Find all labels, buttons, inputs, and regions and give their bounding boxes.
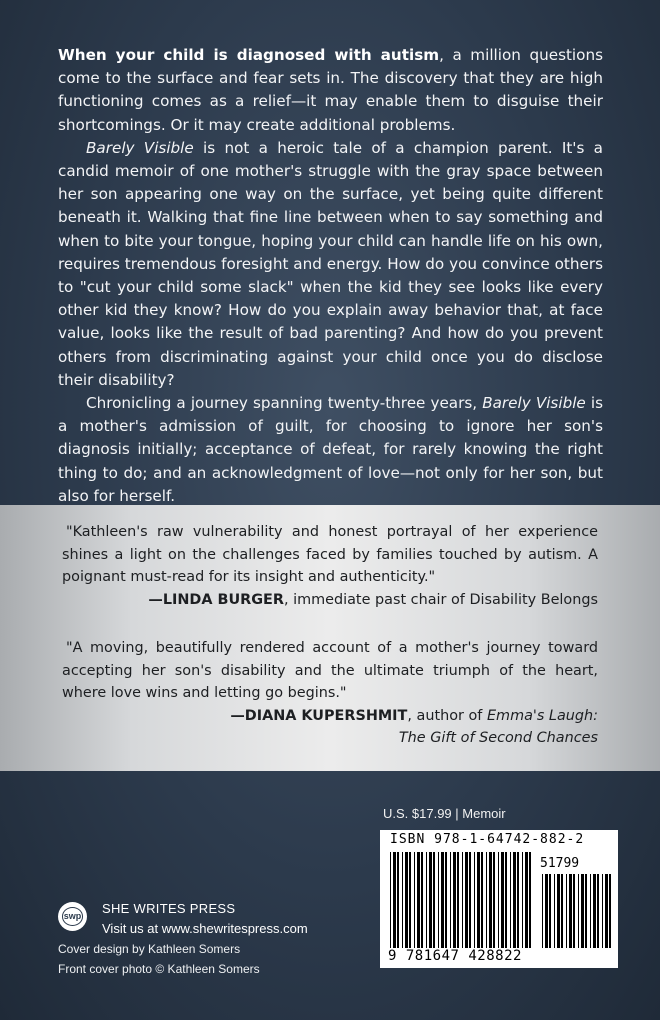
barcode-bar <box>481 852 483 948</box>
barcode-bar <box>393 852 396 948</box>
book-title-italic: Barely Visible <box>86 138 194 157</box>
endorser-book-title: Emma's Laugh: <box>486 707 598 724</box>
barcode-bar <box>402 852 403 948</box>
book-title-italic: Barely Visible <box>482 394 586 413</box>
blurb-lead-bold: When your child is diagnosed with autism <box>58 46 440 64</box>
barcode-bar <box>517 852 519 948</box>
barcode-bar <box>525 852 528 948</box>
barcode-bar <box>569 874 572 948</box>
blurb-paragraph-3 <box>58 392 603 508</box>
blurb-paragraph-1 <box>58 44 603 137</box>
barcode-bar <box>545 874 548 948</box>
endorsements-band <box>0 505 660 771</box>
barcode-bar <box>593 874 596 948</box>
endorsement-2 <box>62 637 598 750</box>
barcode-bar <box>489 852 492 948</box>
barcode-bar <box>573 874 575 948</box>
cover-design-credit: Cover design by Kathleen Somers <box>58 942 241 956</box>
publisher-name: SHE WRITES PRESS <box>102 901 236 916</box>
blurb-p3-start: Chronicling a journey spanning twenty-three years, <box>86 394 483 413</box>
barcode-bar <box>602 874 603 948</box>
barcode-bar <box>450 852 451 948</box>
barcode-bar <box>585 874 587 948</box>
barcode-bar <box>505 852 507 948</box>
barcode-bar <box>578 874 579 948</box>
barcode-bar <box>522 852 523 948</box>
barcode-bar <box>453 852 456 948</box>
barcode-bar <box>557 874 560 948</box>
barcode-bar <box>542 874 543 948</box>
isbn-barcode <box>380 830 618 968</box>
barcode-bar <box>590 874 591 948</box>
barcode-bar <box>397 852 399 948</box>
barcode-bar <box>429 852 432 948</box>
barcode-bar <box>457 852 459 948</box>
endorsement-text: "Kathleen's raw vulnerability and honest portrayal of her experience shines a light on the challenges faced by families touched by autism. A poignant must-read for its insight and authenticity." <box>62 524 598 585</box>
barcode-bar <box>498 852 499 948</box>
endorser-name: —LINDA BURGER <box>148 591 284 608</box>
blurb-p1-text: , a million questions come to the surface and fear sets in. The discovery that they are high functioning comes as a relief—it may enable them to disguise their shortcomings. Or it may create additional problems. <box>58 46 603 134</box>
barcode-bar <box>513 852 516 948</box>
endorser-role: , immediate past chair of Disability Belongs <box>283 591 598 608</box>
barcode-bar <box>597 874 599 948</box>
barcode-bar <box>561 874 563 948</box>
endorsement-1 <box>62 521 598 611</box>
blurb-p3-text: is a mother's admission of guilt, for choosing to ignore her son's diagnosis initially; acceptance of defeat, for rarely knowing the right thing to do; and an acknowledgment of love—not only for her son, but also for herself. <box>58 394 604 505</box>
barcode-bar <box>465 852 468 948</box>
barcode-bar <box>474 852 475 948</box>
publisher-logo-icon <box>58 902 87 931</box>
endorsement-attribution <box>62 589 598 612</box>
barcode-bar <box>566 874 567 948</box>
barcode-digits: 9 781647 428822 <box>388 948 522 964</box>
barcode-bar <box>501 852 504 948</box>
cover-photo-credit: Front cover photo © Kathleen Somers <box>58 962 260 976</box>
barcode-bar <box>549 874 551 948</box>
barcode-bar <box>609 874 611 948</box>
blurb-paragraph-2 <box>58 137 603 392</box>
barcode-bar <box>441 852 444 948</box>
isbn-number: ISBN 978-1-64742-882-2 <box>390 832 585 847</box>
endorser-role: , author of <box>407 707 487 724</box>
barcode-bar <box>486 852 487 948</box>
barcode-bar <box>438 852 439 948</box>
blurb-p2-text: is not a heroic tale of a champion parent. It's a candid memoir of one mother's struggle with the gray space between her son appearing one way on the surface, yet being quite different beneath it. Walking that fine line between when to say something and when to bite your tongue, hoping your child can handle life on his own, requires tremendous foresight and energy. How do you convince others to "cut your child some slack" when the kid they see looks like every other kid they know? How do you explain away behavior that, at face value, looks like the result of bad parenting? And how do you prevent others from discriminating against your child once you do disclose their disability? <box>58 138 603 389</box>
barcode-bar <box>417 852 420 948</box>
endorsement-text: "A moving, beautifully rendered account of a mother's journey toward accepting her son's disability and the ultimate triumph of the heart, where love wins and letting go begins." <box>62 640 598 701</box>
barcode-bar <box>462 852 463 948</box>
barcode-bar <box>421 852 423 948</box>
price-genre-label: U.S. $17.99 | Memoir <box>383 806 506 821</box>
barcode-bar <box>414 852 415 948</box>
barcode-bar <box>554 874 555 948</box>
endorsement-attribution-line-2 <box>62 727 598 750</box>
barcode-bar <box>529 852 531 948</box>
barcode-bar <box>510 852 511 948</box>
barcode-price-code: 51799 <box>540 856 580 871</box>
publisher-website: Visit us at www.shewritespress.com <box>102 921 308 936</box>
barcode-bar <box>493 852 495 948</box>
barcode-bar <box>409 852 411 948</box>
barcode-bars <box>386 850 614 948</box>
barcode-bar <box>426 852 427 948</box>
back-cover-blurb <box>58 44 603 508</box>
barcode-bar <box>445 852 447 948</box>
barcode-bar <box>605 874 608 948</box>
barcode-bar <box>477 852 480 948</box>
endorser-book-subtitle: The Gift of Second Chances <box>398 730 598 746</box>
barcode-bar <box>581 874 584 948</box>
logo-text: swp <box>62 907 84 926</box>
barcode-bar <box>469 852 471 948</box>
barcode-bar <box>433 852 435 948</box>
barcode-bar <box>390 852 391 948</box>
endorser-name: —DIANA KUPERSHMIT <box>230 707 408 724</box>
barcode-bar <box>405 852 408 948</box>
endorsement-attribution <box>62 705 598 728</box>
